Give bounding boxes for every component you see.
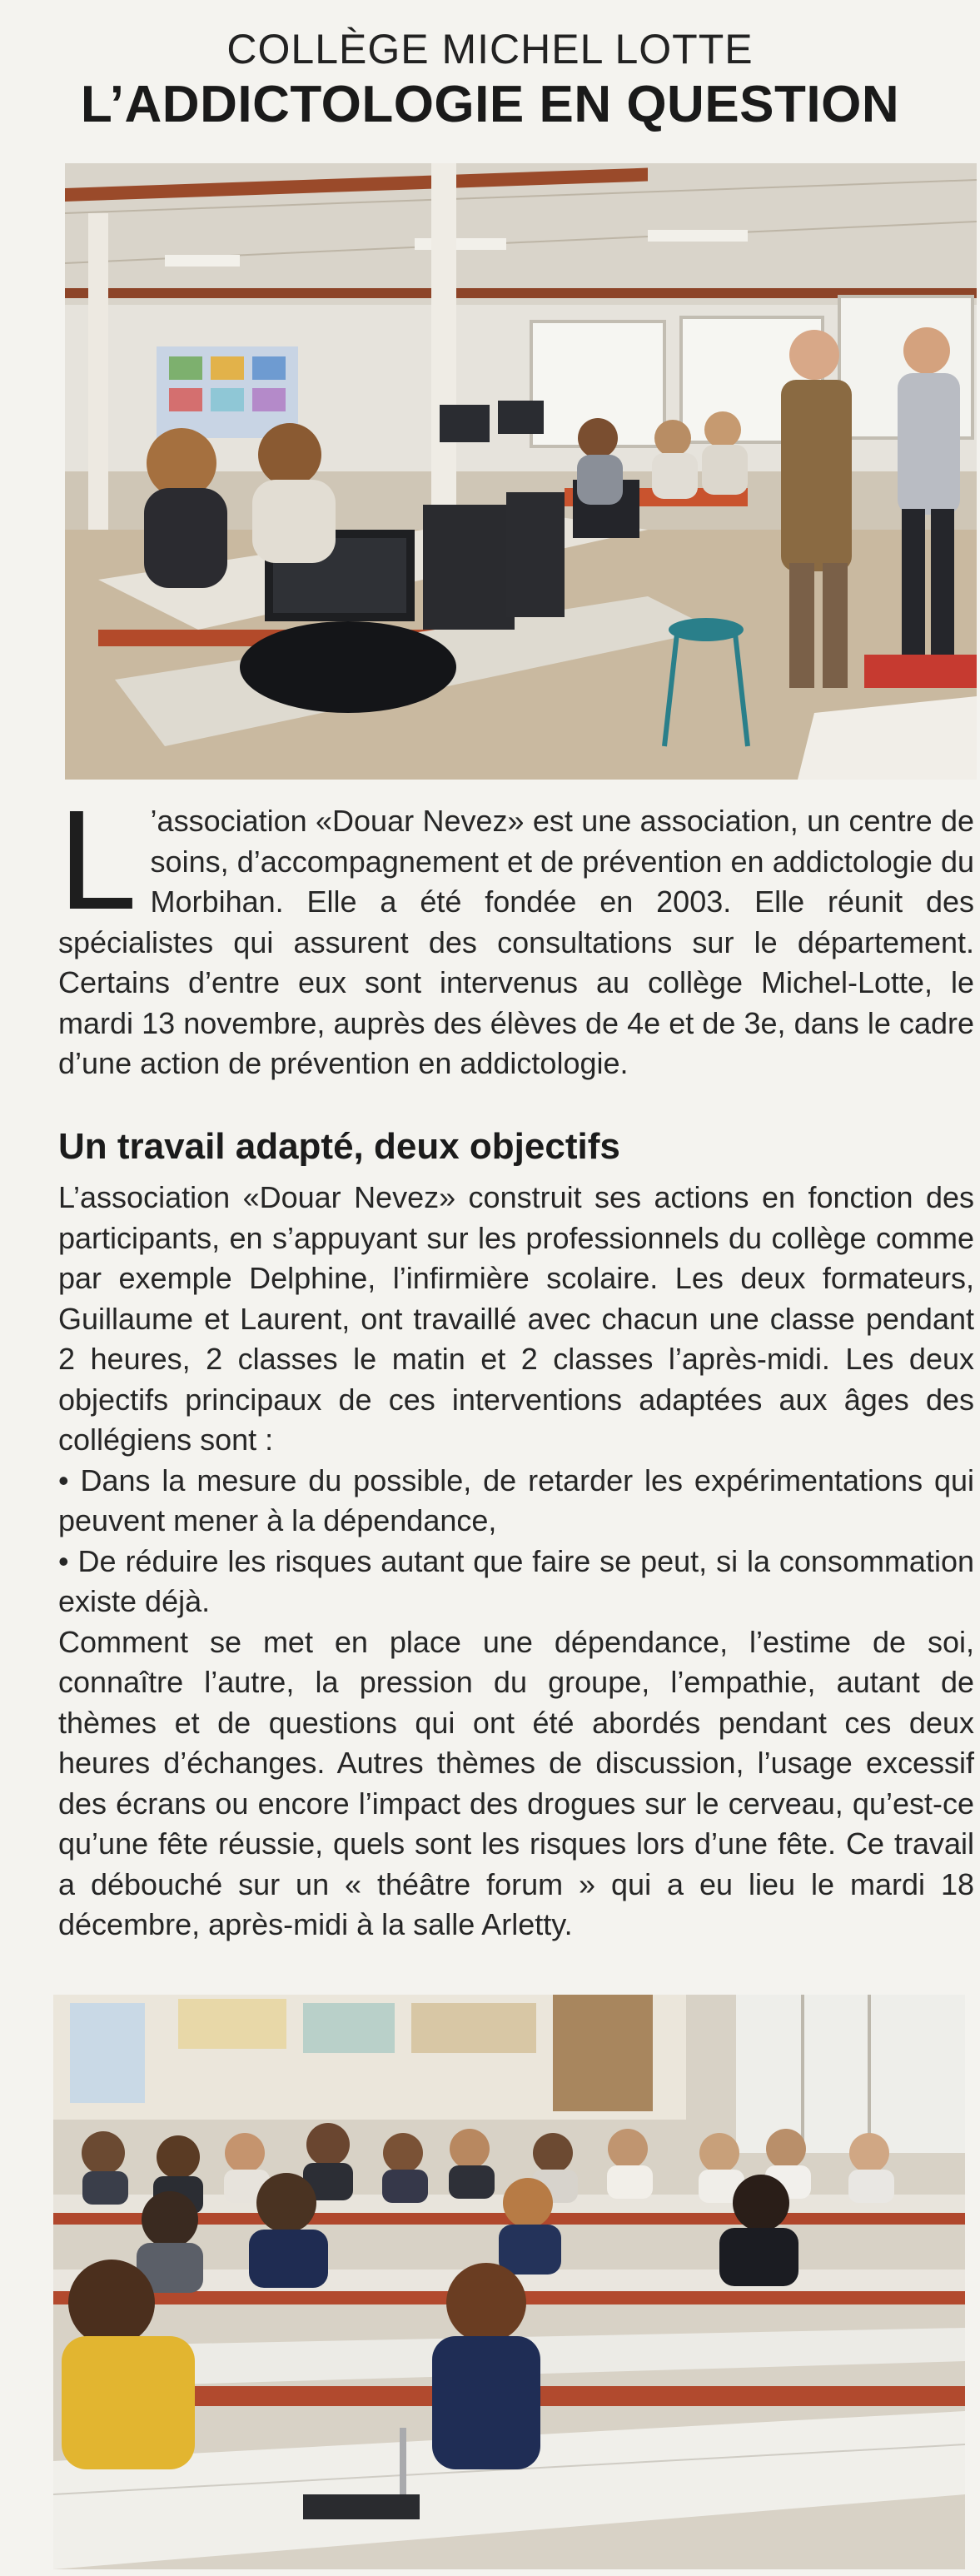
drop-cap: L [58, 781, 137, 939]
classroom-computers-photo [65, 163, 977, 780]
body-paragraph-2: Comment se met en place une dépendance, l’estime de soi, connaître l’autre, la pression du groupe, l’empathie, autant de thèmes et de questions qui ont été abordés pendant ces deux heures d’échanges. Autres thèmes de discussion, l’usage excessif des écrans ou encore l’impact des drogues sur le cerveau, qu’est-ce qu’une fête réussie, quels sont les risques lors d’une fête. Ce travail a débouché sur un « théâtre forum » qui a eu lieu le mardi 18 décembre, après-midi à la salle Arletty. [58, 1624, 974, 1941]
bullet-item: • De réduire les risques autant que faire se peut, si la consommation existe déjà. [58, 1542, 974, 1622]
bullet-item: • Dans la mesure du possible, de retarder les expérimentations qui peuvent mener à la dépendance, [58, 1461, 974, 1542]
article-kicker: COLLÈGE MICHEL LOTTE [226, 26, 754, 72]
intro-paragraph [58, 781, 974, 1084]
intro-text: ’association «Douar Nevez» est une association, un centre de soins, d’accompagnement et de prévention en addictologie du Morbihan. Elle a été fondée en 2003. Elle réunit des spécialistes qui assurent des consultations sur le département. Certains d’entre eux sont intervenus au collège Michel-Lotte, le mardi 13 novembre, auprès des élèves de 4e et de 3e, dans le cadre d’une action de prévention en addictologie. [58, 804, 974, 1080]
body-paragraph-1: L’association «Douar Nevez» construit ses actions en fonction des participants, en s’appuyant sur les professionnels du collège comme par exemple Delphine, l’infirmière scolaire. Les deux formateurs, Guillaume et Laurent, ont travaillé avec chacun une classe pendant 2 heures, 2 classes le matin et 2 classes l’après-midi. Les deux objectifs principaux de ces interventions adaptées aux âges des collégiens sont : [58, 1180, 974, 1457]
section-heading: Un travail adapté, deux objectifs [58, 1126, 620, 1167]
science-classroom-photo [53, 1995, 965, 2569]
section-body [58, 1178, 974, 1946]
article-headline: L’ADDICTOLOGIE EN QUESTION [80, 76, 900, 133]
